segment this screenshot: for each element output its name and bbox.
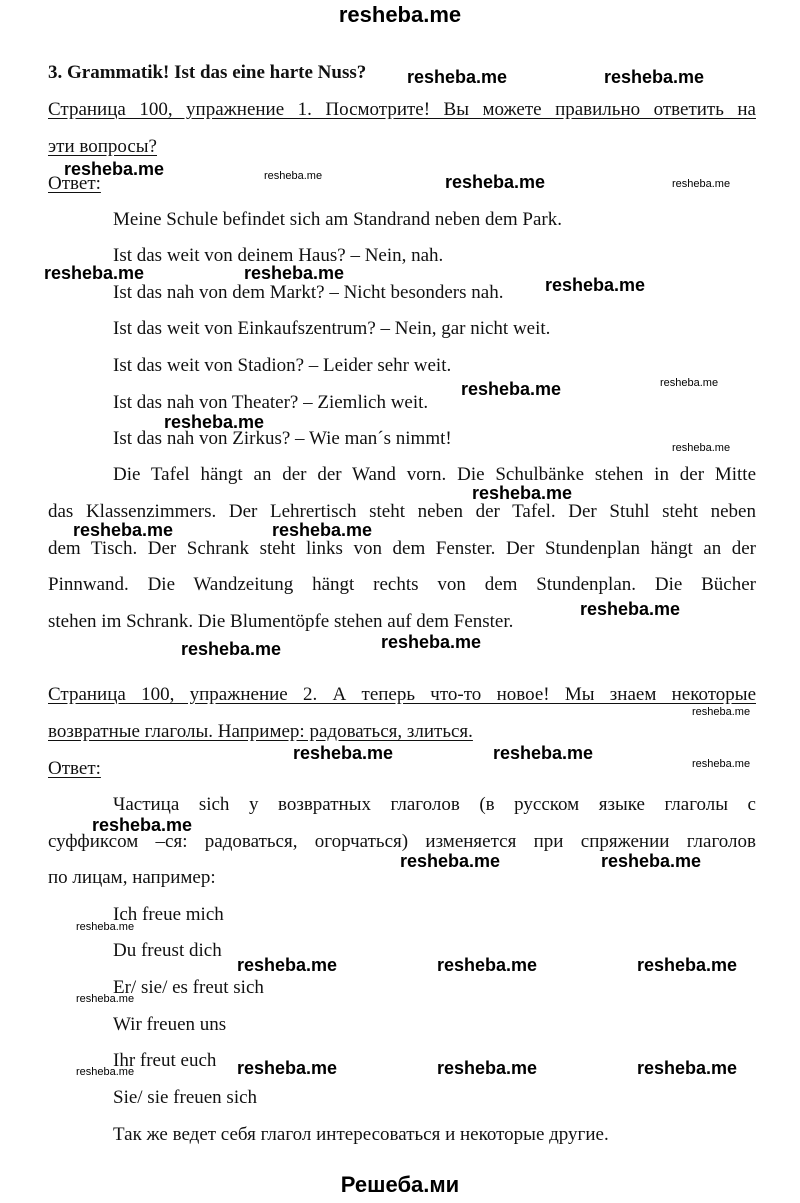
watermark: resheba.me xyxy=(76,993,135,1005)
task2-explanation-line: по лицам, например: xyxy=(48,867,216,888)
watermark: resheba.me xyxy=(237,955,338,975)
watermark: resheba.me xyxy=(264,170,323,182)
watermark: resheba.me xyxy=(604,67,705,87)
task1-answer-label: Ответ: xyxy=(48,173,101,194)
watermark: resheba.me xyxy=(237,1058,338,1078)
task2-answer-label: Ответ: xyxy=(48,758,101,779)
watermark: resheba.me xyxy=(672,178,731,190)
watermark: resheba.me xyxy=(73,520,174,540)
task1-qa-line: Meine Schule befindet sich am Standrand neben dem Park. xyxy=(113,209,563,230)
watermark: resheba.me xyxy=(164,412,265,432)
watermark: resheba.me xyxy=(92,815,193,835)
conjugation-line: Er/ sie/ es freut sich xyxy=(113,977,264,998)
watermark: resheba.me xyxy=(660,377,719,389)
task1-qa-line: Ist das weit von Stadion? – Leider sehr weit. xyxy=(113,355,452,376)
conjugation-line: Wir freuen uns xyxy=(113,1014,227,1035)
task2-explanation-line: Частица sich у возвратных глаголов (в русском языке глаголы с xyxy=(113,794,756,815)
watermark: resheba.me xyxy=(293,743,394,763)
task1-heading-line1: Страница 100, упражнение 1. Посмотрите! Вы можете правильно ответить на xyxy=(48,99,756,120)
watermark: resheba.me xyxy=(545,275,646,295)
task1-paragraph-line: das Klassenzimmers. Der Lehrertisch steht neben der Tafel. Der Stuhl steht neben xyxy=(48,501,756,522)
conjugation-line: Sie/ sie freuen sich xyxy=(113,1087,258,1108)
watermark: resheba.me xyxy=(672,442,731,454)
task1-qa-line: Ist das nah von dem Markt? – Nicht besonders nah. xyxy=(113,282,504,303)
watermark: resheba.me xyxy=(76,921,135,933)
task2-heading-line1: Страница 100, упражнение 2. А теперь что-то новое! Мы знаем некоторые xyxy=(48,684,756,705)
conjugation-line: Ihr freut euch xyxy=(113,1050,217,1071)
watermark: resheba.me xyxy=(44,263,145,283)
task2-heading-line2: возвратные глаголы. Например: радоваться, злиться. xyxy=(48,721,473,742)
task1-paragraph-line: dem Tisch. Der Schrank steht links von dem Fenster. Der Stundenplan hängt an der xyxy=(48,538,756,559)
site-header: resheba.me xyxy=(338,2,462,27)
watermark: resheba.me xyxy=(637,955,738,975)
watermark: resheba.me xyxy=(181,639,282,659)
watermark: resheba.me xyxy=(272,520,373,540)
watermark: resheba.me xyxy=(381,632,482,652)
conjugation-line: Du freust dich xyxy=(113,940,222,961)
task1-paragraph-line: stehen im Schrank. Die Blumentöpfe stehen auf dem Fenster. xyxy=(48,611,514,632)
watermark: resheba.me xyxy=(400,851,501,871)
watermark: resheba.me xyxy=(437,955,538,975)
site-footer: Решеба.ми xyxy=(340,1172,460,1197)
watermark: resheba.me xyxy=(64,159,165,179)
watermark: resheba.me xyxy=(437,1058,538,1078)
watermark: resheba.me xyxy=(601,851,702,871)
watermark: resheba.me xyxy=(472,483,573,503)
watermark: resheba.me xyxy=(461,379,562,399)
task1-paragraph-line: Pinnwand. Die Wandzeitung hängt rechts von dem Stundenplan. Die Bücher xyxy=(48,574,756,595)
watermark: resheba.me xyxy=(637,1058,738,1078)
watermark: resheba.me xyxy=(244,263,345,283)
watermark: resheba.me xyxy=(445,172,546,192)
watermark: resheba.me xyxy=(692,758,751,770)
task1-qa-line: Ist das nah von Zirkus? – Wie man´s nimmt! xyxy=(113,428,452,449)
task1-heading-line2: эти вопросы? xyxy=(48,136,157,157)
task2-explanation-line: суффиксом –ся: радоваться, огорчаться) изменяется при спряжении глаголов xyxy=(48,831,756,852)
section-title: 3. Grammatik! Ist das eine harte Nuss? xyxy=(48,62,367,83)
conjugation-line: Ich freue mich xyxy=(113,904,224,925)
task1-paragraph-line: Die Tafel hängt an der der Wand vorn. Die Schulbänke stehen in der Mitte xyxy=(113,464,756,485)
task1-qa-line: Ist das nah von Theater? – Ziemlich weit. xyxy=(113,392,429,413)
task2-closing: Так же ведет себя глагол интересоваться и некоторые другие. xyxy=(113,1124,609,1145)
watermark: resheba.me xyxy=(76,1066,135,1078)
watermark: resheba.me xyxy=(407,67,508,87)
task1-qa-line: Ist das weit von deinem Haus? – Nein, nah. xyxy=(113,245,444,266)
watermark: resheba.me xyxy=(493,743,594,763)
task1-qa-line: Ist das weit von Einkaufszentrum? – Nein, gar nicht weit. xyxy=(113,318,551,339)
watermark: resheba.me xyxy=(580,599,681,619)
watermark: resheba.me xyxy=(692,706,751,718)
